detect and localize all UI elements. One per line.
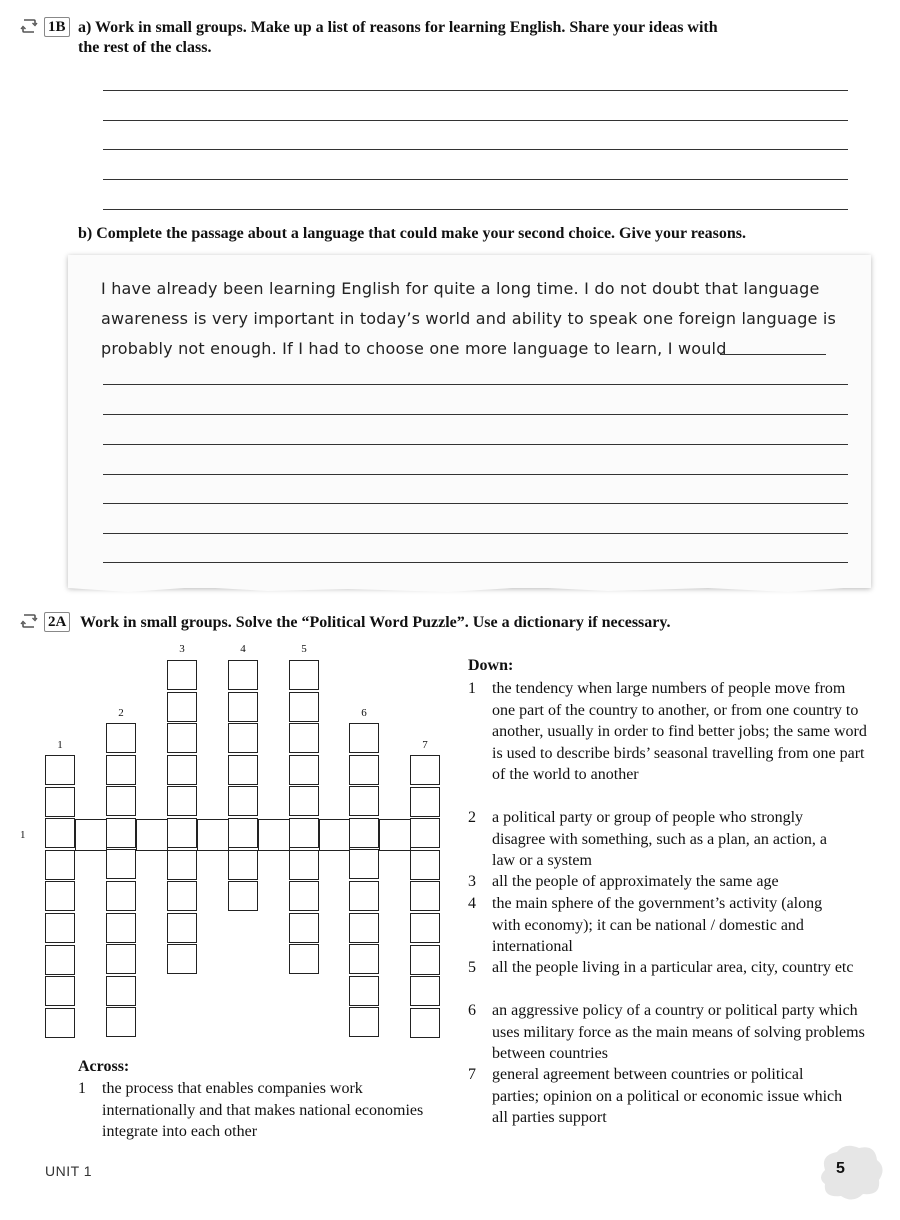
crossword-cell[interactable] bbox=[289, 944, 319, 974]
crossword-cell[interactable] bbox=[106, 786, 136, 816]
crossword-cell[interactable] bbox=[106, 849, 136, 879]
passage-line-3: probably not enough. If I had to choose one more language to learn, I would bbox=[101, 339, 727, 358]
crossword-cell[interactable] bbox=[136, 819, 168, 851]
crossword-cell[interactable] bbox=[106, 913, 136, 943]
crossword-cell[interactable] bbox=[410, 818, 440, 848]
clue-text: an aggressive policy of a country or political party which uses military force as the main means of solving problems between countries bbox=[492, 1002, 865, 1062]
crossword-cell[interactable] bbox=[167, 660, 197, 690]
group-work-icon bbox=[20, 612, 38, 630]
crossword-cell[interactable] bbox=[167, 755, 197, 785]
instruction-text-cont: the rest of the class. bbox=[78, 39, 212, 56]
clue-number: 1 bbox=[468, 680, 476, 697]
crossword-cell[interactable] bbox=[45, 945, 75, 975]
clue-number-down-4: 4 bbox=[240, 643, 246, 655]
crossword-cell[interactable] bbox=[45, 850, 75, 880]
down-clue-5 bbox=[468, 957, 868, 979]
writing-line[interactable] bbox=[103, 533, 848, 534]
crossword-cell[interactable] bbox=[410, 913, 440, 943]
crossword-cell[interactable] bbox=[167, 692, 197, 722]
down-clue-1 bbox=[468, 678, 868, 786]
writing-line[interactable] bbox=[103, 179, 848, 180]
crossword-cell[interactable] bbox=[349, 881, 379, 911]
writing-line[interactable] bbox=[103, 90, 848, 91]
crossword-cell[interactable] bbox=[228, 692, 258, 722]
clue-number-down-6: 6 bbox=[361, 707, 367, 719]
across-heading: Across: bbox=[78, 1058, 130, 1075]
writing-line[interactable] bbox=[103, 444, 848, 445]
crossword-cell[interactable] bbox=[167, 944, 197, 974]
down-clue-4 bbox=[468, 893, 848, 958]
crossword-cell[interactable] bbox=[349, 723, 379, 753]
clue-number-down-1: 1 bbox=[57, 739, 63, 751]
writing-line[interactable] bbox=[103, 120, 848, 121]
clue-text: the process that enables companies work internationally and that makes national economies integrate into each other bbox=[102, 1080, 424, 1140]
crossword-cell[interactable] bbox=[349, 913, 379, 943]
crossword-cell[interactable] bbox=[167, 818, 197, 848]
writing-line[interactable] bbox=[103, 209, 848, 210]
page-number: 5 bbox=[836, 1160, 845, 1177]
crossword-cell[interactable] bbox=[167, 913, 197, 943]
writing-line[interactable] bbox=[103, 414, 848, 415]
crossword-cell[interactable] bbox=[410, 976, 440, 1006]
crossword-cell[interactable] bbox=[167, 881, 197, 911]
crossword-cell[interactable] bbox=[228, 850, 258, 880]
crossword-cell[interactable] bbox=[410, 1008, 440, 1038]
writing-line[interactable] bbox=[103, 384, 848, 385]
task-1b-header bbox=[20, 17, 38, 37]
clue-number: 6 bbox=[468, 1002, 476, 1019]
writing-line[interactable] bbox=[720, 354, 826, 355]
task-1b-part-a bbox=[78, 18, 868, 58]
unit-label: UNIT 1 bbox=[45, 1163, 93, 1179]
crossword-cell[interactable] bbox=[106, 881, 136, 911]
passage-paper bbox=[68, 255, 871, 588]
task-1b-part-b: b) Complete the passage about a language that could make your second choice. Give your reasons. bbox=[78, 225, 747, 242]
crossword-cell[interactable] bbox=[410, 755, 440, 785]
clue-number-across-1: 1 bbox=[20, 829, 26, 841]
crossword-cell[interactable] bbox=[228, 786, 258, 816]
crossword-cell[interactable] bbox=[228, 755, 258, 785]
clue-text: all the people living in a particular area, city, country etc bbox=[492, 959, 854, 976]
page-splash-decoration bbox=[815, 1140, 887, 1204]
crossword-cell[interactable] bbox=[289, 881, 319, 911]
task-2a-instruction: Work in small groups. Solve the “Political Word Puzzle”. Use a dictionary if necessary. bbox=[80, 614, 671, 631]
crossword-cell[interactable] bbox=[45, 1008, 75, 1038]
crossword-cell[interactable] bbox=[349, 849, 379, 879]
crossword-cell[interactable] bbox=[410, 945, 440, 975]
torn-edge bbox=[68, 584, 871, 594]
crossword-cell[interactable] bbox=[289, 850, 319, 880]
crossword-cell[interactable] bbox=[289, 660, 319, 690]
crossword-cell[interactable] bbox=[379, 819, 411, 851]
crossword-cell[interactable] bbox=[319, 819, 350, 851]
crossword-cell[interactable] bbox=[45, 913, 75, 943]
clue-number: 7 bbox=[468, 1066, 476, 1083]
crossword-cell[interactable] bbox=[289, 755, 319, 785]
crossword-cell[interactable] bbox=[289, 818, 319, 848]
clue-number: 4 bbox=[468, 895, 476, 912]
clue-number-down-5: 5 bbox=[301, 643, 307, 655]
crossword-cell[interactable] bbox=[106, 755, 136, 785]
down-clue-3 bbox=[468, 871, 868, 893]
crossword-cell[interactable] bbox=[289, 692, 319, 722]
task-tag: 2A bbox=[44, 612, 70, 632]
crossword-cell[interactable] bbox=[289, 723, 319, 753]
clue-number: 1 bbox=[78, 1080, 86, 1097]
crossword-cell[interactable] bbox=[106, 723, 136, 753]
down-clue-7 bbox=[468, 1064, 848, 1129]
down-clue-6 bbox=[468, 1000, 868, 1065]
clue-number: 5 bbox=[468, 959, 476, 976]
crossword-cell[interactable] bbox=[167, 723, 197, 753]
writing-line[interactable] bbox=[103, 562, 848, 563]
clue-text: all the people of approximately the same age bbox=[492, 873, 779, 890]
down-clue-2 bbox=[468, 807, 838, 872]
clue-number: 3 bbox=[468, 873, 476, 890]
clue-text: the main sphere of the government’s activity (along with economy); it can be national / domestic and international bbox=[492, 895, 823, 955]
crossword-cell[interactable] bbox=[349, 786, 379, 816]
crossword-cell[interactable] bbox=[410, 881, 440, 911]
crossword-cell[interactable] bbox=[106, 818, 136, 848]
crossword-cell[interactable] bbox=[45, 787, 75, 817]
writing-line[interactable] bbox=[103, 149, 848, 150]
crossword-cell[interactable] bbox=[45, 755, 75, 785]
crossword-cell[interactable] bbox=[167, 850, 197, 880]
crossword-cell[interactable] bbox=[75, 819, 107, 851]
crossword-cell[interactable] bbox=[289, 913, 319, 943]
crossword-cell[interactable] bbox=[349, 1007, 379, 1037]
crossword-cell[interactable] bbox=[289, 786, 319, 816]
passage-line-1: I have already been learning English for quite a long time. I do not doubt that language bbox=[101, 279, 820, 298]
clue-text: general agreement between countries or political parties; opinion on a political or economic issue which all parties support bbox=[492, 1066, 843, 1126]
clue-text: the tendency when large numbers of people move from one part of the country to another, or from one country to another, usually in order to find better jobs; the same word is used to describe birds’ seasonal travelling from one part of the world to another bbox=[492, 680, 867, 783]
crossword-cell[interactable] bbox=[228, 723, 258, 753]
crossword-cell[interactable] bbox=[106, 944, 136, 974]
crossword-cell[interactable] bbox=[228, 881, 258, 911]
crossword-cell[interactable] bbox=[258, 819, 290, 851]
crossword-cell[interactable] bbox=[167, 786, 197, 816]
crossword-cell[interactable] bbox=[106, 976, 136, 1006]
crossword-cell[interactable] bbox=[349, 755, 379, 785]
crossword-cell[interactable] bbox=[228, 660, 258, 690]
writing-line[interactable] bbox=[103, 474, 848, 475]
crossword-cell[interactable] bbox=[349, 976, 379, 1006]
crossword-cell[interactable] bbox=[228, 818, 258, 848]
task-tag: 1B bbox=[44, 17, 70, 37]
group-work-icon bbox=[20, 17, 38, 35]
across-clue-1 bbox=[78, 1078, 428, 1143]
crossword-cell[interactable] bbox=[45, 976, 75, 1006]
down-heading: Down: bbox=[468, 657, 514, 674]
crossword-cell[interactable] bbox=[106, 1007, 136, 1037]
clue-number-down-7: 7 bbox=[422, 739, 428, 751]
crossword-cell[interactable] bbox=[197, 819, 229, 851]
clue-text: a political party or group of people who strongly disagree with something, such as a plan, an action, a law or a system bbox=[492, 809, 828, 869]
crossword-cell[interactable] bbox=[410, 850, 440, 880]
clue-number-down-3: 3 bbox=[179, 643, 185, 655]
passage-line-2: awareness is very important in today’s world and ability to speak one foreign language is bbox=[101, 309, 837, 328]
crossword-cell[interactable] bbox=[349, 818, 379, 848]
writing-line[interactable] bbox=[103, 503, 848, 504]
crossword-cell[interactable] bbox=[410, 787, 440, 817]
clue-number-down-2: 2 bbox=[118, 707, 124, 719]
clue-number: 2 bbox=[468, 809, 476, 826]
crossword-cell[interactable] bbox=[349, 944, 379, 974]
crossword-cell[interactable] bbox=[45, 881, 75, 911]
instruction-text: a) Work in small groups. Make up a list of reasons for learning English. Share your ideas with bbox=[78, 19, 718, 36]
